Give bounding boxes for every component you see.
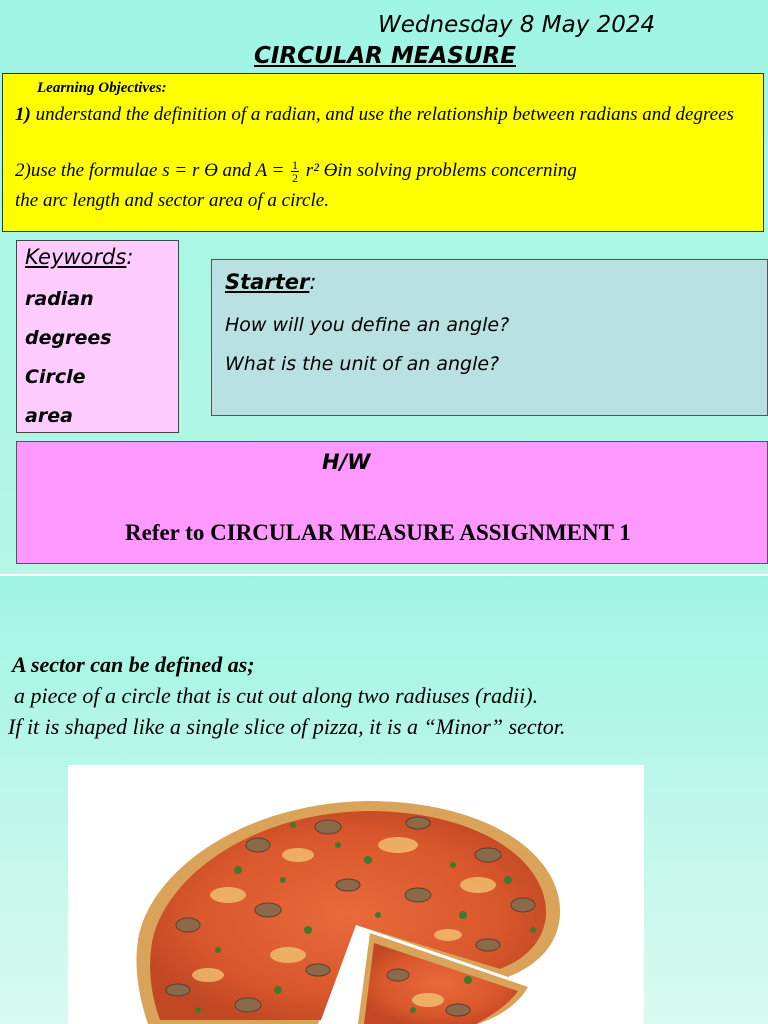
- sector-definition-heading: A sector can be defined as;: [12, 652, 255, 677]
- sector-definition-line-2: If it is shaped like a single slice of pizza, it is a “Minor” sector.: [8, 714, 566, 739]
- homework-label: H/W: [322, 450, 371, 474]
- keywords-heading-text: Keywords: [25, 245, 127, 269]
- keyword-area: area: [25, 405, 73, 427]
- starter-box: [211, 259, 768, 416]
- objective-2: [15, 158, 577, 184]
- starter-heading: [225, 270, 316, 294]
- fraction-denominator: 2: [292, 171, 299, 186]
- slide-2: [0, 576, 768, 1024]
- keyword-degrees: degrees: [25, 327, 112, 349]
- pizza-image: [68, 765, 644, 1024]
- keyword-radian: radian: [25, 288, 94, 310]
- objective-2-prefix: 2)use the formulae s = r ϴ and A =: [15, 160, 285, 181]
- keywords-box: [16, 240, 179, 433]
- half-fraction: [291, 159, 299, 184]
- homework-text: Refer to CIRCULAR MEASURE ASSIGNMENT 1: [125, 520, 631, 545]
- objective-3: the arc length and sector area of a circle.: [15, 190, 329, 211]
- keywords-heading: [25, 245, 133, 269]
- lesson-date: Wednesday 8 May 2024: [378, 12, 656, 38]
- objective-1-text: understand the definition of a radian, and use the relationship between radians and degrees: [35, 104, 734, 125]
- sector-definition-line-1: a piece of a circle that is cut out along two radiuses (radii).: [14, 683, 539, 708]
- starter-question-1: How will you define an angle?: [225, 314, 510, 336]
- keywords-colon: :: [126, 245, 134, 269]
- pizza-illustration: [68, 765, 644, 1024]
- objective-1-number: 1): [15, 104, 31, 125]
- fraction-numerator: 1: [292, 158, 299, 173]
- objectives-heading: Learning Objectives:: [37, 80, 167, 96]
- slide-title: CIRCULAR MEASURE: [254, 43, 516, 69]
- starter-heading-text: Starter: [225, 270, 310, 294]
- objective-1: [15, 102, 760, 127]
- objective-2-suffix: r² ϴin solving problems concerning: [305, 160, 577, 181]
- learning-objectives-box: [2, 73, 764, 232]
- keyword-circle: Circle: [25, 366, 86, 388]
- homework-box: [16, 441, 768, 564]
- starter-colon: :: [309, 270, 317, 294]
- starter-question-2: What is the unit of an angle?: [225, 353, 500, 375]
